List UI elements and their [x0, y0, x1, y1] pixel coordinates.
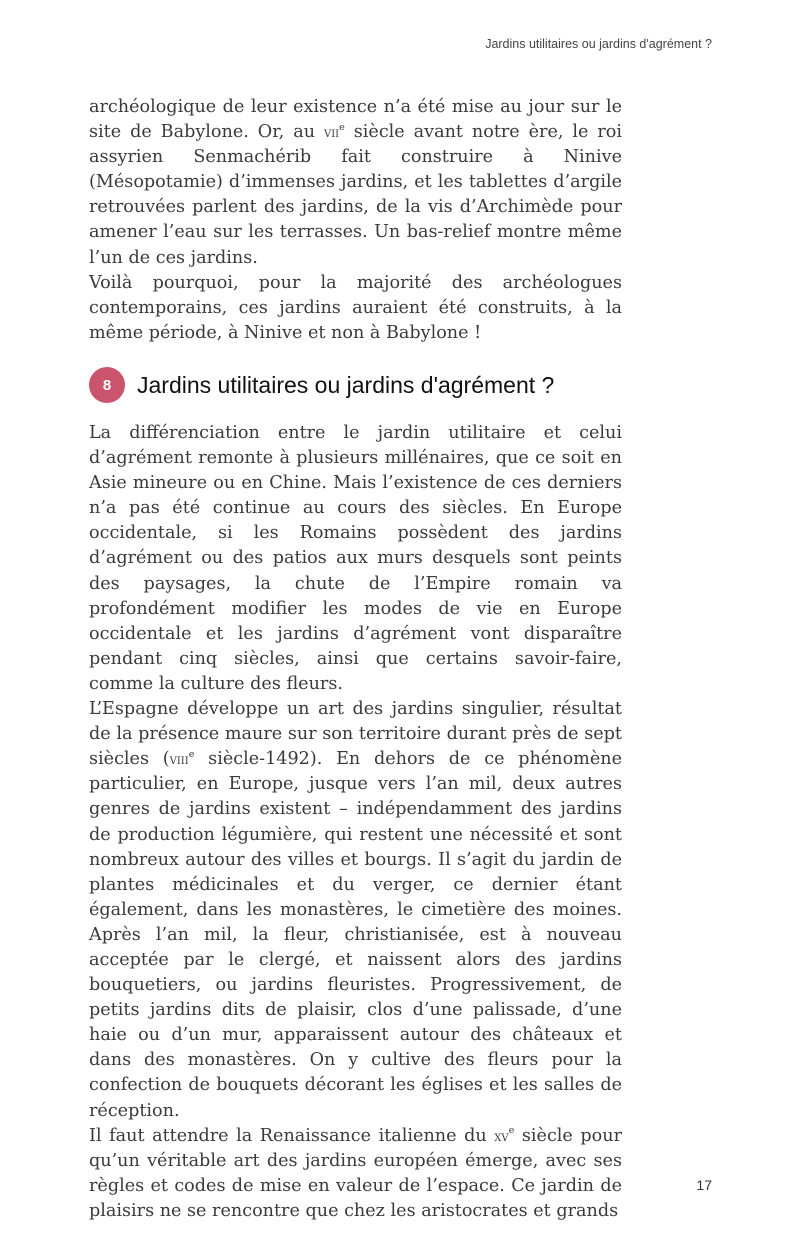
intro-paragraph-1 — [89, 95, 622, 271]
section-paragraph-2 — [89, 697, 622, 1124]
running-header: Jardins utilitaires ou jardins d'agrément ? — [485, 37, 712, 51]
text-run: siècle-1492). En dehors de ce phénomène particulier, en Europe, jusque vers l’an mil, deux autres genres de jardins existent – indépendamment des jardins de production légumière, qui restent une nécessité et sont nombreux autour des villes et bourgs. Il s’agit du jardin de plantes médicinales et du verger, ce dernier étant également, dans les monastères, le cimetière des moines. Après l’an mil, la fleur, christianisée, est à nouveau acceptée par le clergé, et naissent alors des jardins bouquetiers, ou jardins fleuristes. Progressivement, de petits jardins dits de plaisir, clos d’une palissade, d’une haie ou d’un mur, apparaissent autour des châteaux et dans des monastères. On y cultive des fleurs pour la confection de bouquets décorant les églises et les salles de réception. — [89, 749, 622, 1121]
century-superscript: e — [508, 1125, 515, 1137]
text-run: Il faut attendre la Renaissance italienne du — [89, 1125, 495, 1146]
section-body — [89, 421, 622, 1224]
text-run: archéologique de leur existence n’a été mise au jour sur le site de Babylone. Or, au — [89, 97, 622, 143]
century-superscript: e — [339, 121, 345, 133]
text-run: siècle avant notre ère, le roi assyrien Senmachérib fait construire à Ninive (Mésopotamie) d’immenses jardins, et les tablettes d’argile retrouvées parlent des jardins, de la vis d’Archimède pour amener l’eau sur les terrasses. Un bas-relief montre même l’un de ces jardins. — [89, 122, 623, 268]
century-superscript: e — [188, 748, 195, 760]
page-number: 17 — [696, 1177, 712, 1193]
text-run: siècle pour qu’un véritable art des jardins européen émerge, avec ses règles et codes de mise en valeur de l’espace. Ce jardin de plaisirs ne se rencontre que chez les aristocrates et grands — [89, 1125, 622, 1221]
intro-paragraph-2: Voilà pourquoi, pour la majorité des archéologues contemporains, ces jardins auraient été construits, à la même période, à Ninive et non à Babylone ! — [89, 272, 622, 343]
section-paragraph-3 — [89, 1124, 622, 1224]
century-numeral: vii — [323, 123, 340, 142]
century-numeral: viii — [169, 750, 189, 769]
century-numeral: xv — [494, 1126, 509, 1145]
section-title: Jardins utilitaires ou jardins d'agrément ? — [137, 371, 555, 398]
text-run: L’Espagne développe un art des jardins singulier, résultat de la présence maure sur son territoire durant près de sept siècles ( — [89, 699, 622, 770]
section-heading — [89, 367, 649, 403]
section-number-badge: 8 — [89, 367, 125, 403]
intro-text-block — [89, 95, 622, 346]
section-paragraph-1: La différenciation entre le jardin utilitaire et celui d’agrément remonte à plusieurs millénaires, que ce soit en Asie mineure ou en Chine. Mais l’existence de ces derniers n’a pas été continue au cours des siècles. En Europe occidentale, si les Romains possèdent des jardins d’agrément ou des patios aux murs desquels sont peints des paysages, la chute de l’Empire romain va profondément modifier les modes de vie en Europe occidentale et les jardins d’agrément vont disparaître pendant cinq siècles, ainsi que certains savoir-faire, comme la culture des fleurs. — [89, 423, 622, 694]
